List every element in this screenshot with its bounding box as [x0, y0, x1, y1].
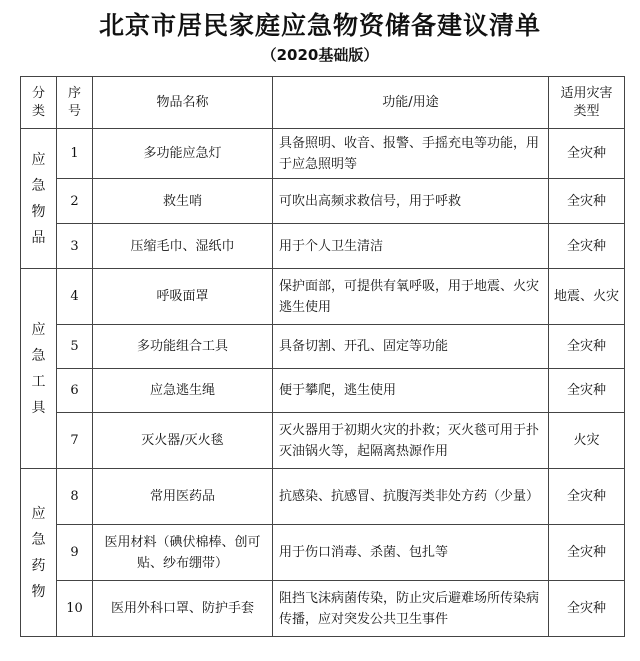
item-name-cell: 医用材料（碘伏棉棒、创可贴、纱布绷带） [93, 525, 273, 581]
seq-cell: 6 [57, 369, 93, 413]
item-name-cell: 呼吸面罩 [93, 269, 273, 325]
document-title: 北京市居民家庭应急物资储备建议清单 [98, 11, 541, 40]
table-row [21, 129, 625, 179]
function-cell: 具备照明、收音、报警、手摇充电等功能，用于应急照明等 [273, 129, 549, 179]
disaster-cell: 全灾种 [549, 581, 625, 637]
disaster-cell: 全灾种 [549, 224, 625, 269]
function-cell: 用于个人卫生清洁 [273, 224, 549, 269]
item-name-cell: 多功能应急灯 [93, 129, 273, 179]
supply-list-table [20, 76, 625, 637]
seq-cell: 2 [57, 179, 93, 224]
seq-cell: 4 [57, 269, 93, 325]
table-row [21, 224, 625, 269]
table-row [21, 369, 625, 413]
item-name-cell: 救生哨 [93, 179, 273, 224]
seq-cell: 3 [57, 224, 93, 269]
header-seq: 序 号 [57, 77, 93, 129]
seq-cell: 5 [57, 325, 93, 369]
table-row [21, 413, 625, 469]
function-cell: 具备切割、开孔、固定等功能 [273, 325, 549, 369]
seq-cell: 8 [57, 469, 93, 525]
item-name-cell: 压缩毛巾、湿纸巾 [93, 224, 273, 269]
item-name-cell: 灭火器/灭火毯 [93, 413, 273, 469]
category-cell: 应 急 物 品 [21, 129, 57, 269]
disaster-cell: 全灾种 [549, 369, 625, 413]
item-name-cell: 常用医药品 [93, 469, 273, 525]
disaster-cell: 全灾种 [549, 525, 625, 581]
table-row [21, 581, 625, 637]
function-cell: 便于攀爬，逃生使用 [273, 369, 549, 413]
table-row [21, 469, 625, 525]
function-cell: 灭火器用于初期火灾的扑救；灭火毯可用于扑灭油锅火等，起隔离热源作用 [273, 413, 549, 469]
item-name-cell: 医用外科口罩、防护手套 [93, 581, 273, 637]
header-category: 分 类 [21, 77, 57, 129]
disaster-cell: 全灾种 [549, 469, 625, 525]
category-cell: 应 急 药 物 [21, 469, 57, 637]
seq-cell: 10 [57, 581, 93, 637]
seq-cell: 9 [57, 525, 93, 581]
function-cell: 保护面部，可提供有氧呼吸，用于地震、火灾逃生使用 [273, 269, 549, 325]
table-header-row [21, 77, 625, 129]
table-row [21, 179, 625, 224]
header-item-name: 物品名称 [93, 77, 273, 129]
seq-cell: 1 [57, 129, 93, 179]
disaster-cell: 全灾种 [549, 129, 625, 179]
item-name-cell: 多功能组合工具 [93, 325, 273, 369]
item-name-cell: 应急逃生绳 [93, 369, 273, 413]
table-row [21, 325, 625, 369]
disaster-cell: 全灾种 [549, 179, 625, 224]
disaster-cell: 地震、火灾 [549, 269, 625, 325]
disaster-cell: 全灾种 [549, 325, 625, 369]
function-cell: 抗感染、抗感冒、抗腹泻类非处方药（少量） [273, 469, 549, 525]
disaster-cell: 火灾 [549, 413, 625, 469]
function-cell: 可吹出高频求救信号，用于呼救 [273, 179, 549, 224]
table-row [21, 269, 625, 325]
document-subtitle: （2020基础版） [261, 46, 379, 64]
category-cell: 应 急 工 具 [21, 269, 57, 469]
header-function: 功能/用途 [273, 77, 549, 129]
function-cell: 用于伤口消毒、杀菌、包扎等 [273, 525, 549, 581]
function-cell: 阻挡飞沫病菌传染，防止灾后避难场所传染病传播，应对突发公共卫生事件 [273, 581, 549, 637]
seq-cell: 7 [57, 413, 93, 469]
table-row [21, 525, 625, 581]
header-disaster-type: 适用灾害 类型 [549, 77, 625, 129]
